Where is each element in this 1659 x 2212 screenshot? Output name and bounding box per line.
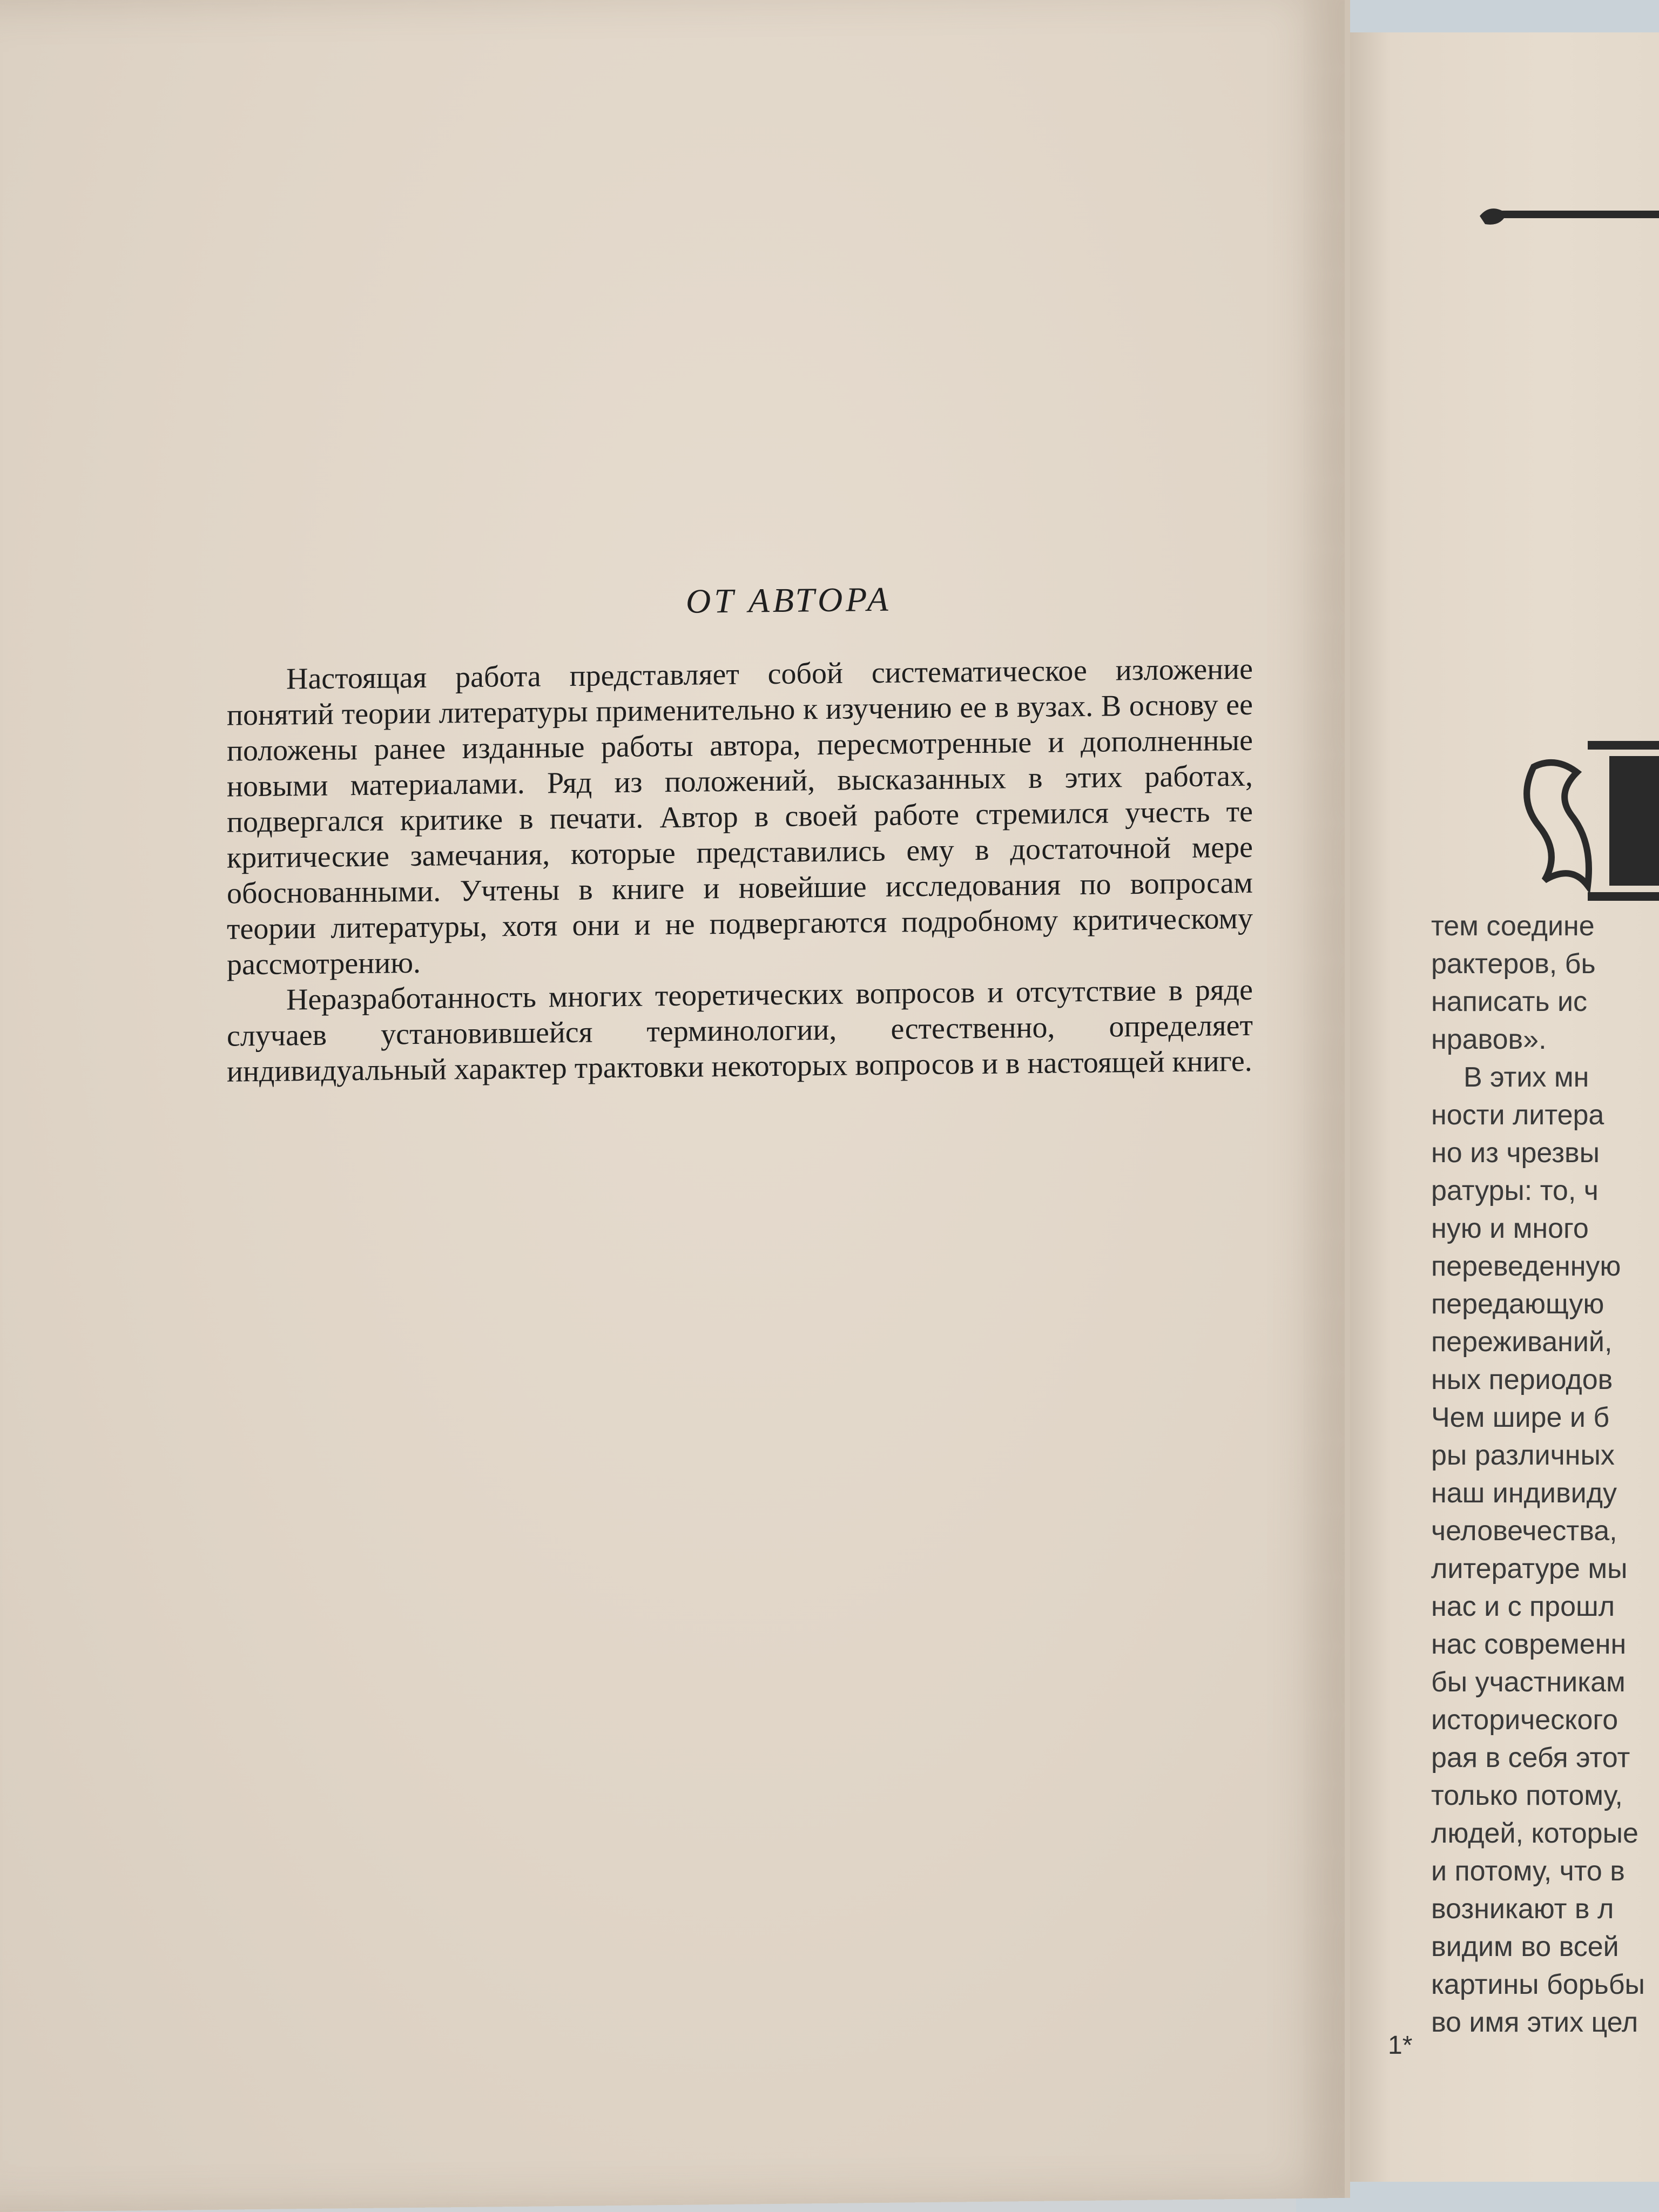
text-line: видим во всей	[1431, 1931, 1619, 1963]
text-line: исторического	[1431, 1704, 1618, 1736]
text-line: рактеров, бь	[1431, 948, 1596, 980]
text-line: ратуры: то, ч	[1431, 1175, 1599, 1206]
text-line: В этих мн	[1464, 1062, 1589, 1093]
text-line: тем соедине	[1431, 911, 1595, 942]
text-line: во имя этих цел	[1431, 2007, 1638, 2038]
text-line: литературе мы	[1431, 1553, 1628, 1584]
text-line: ную и много	[1431, 1213, 1589, 1244]
text-line: ры различных	[1431, 1440, 1615, 1471]
text-line: ных периодов	[1431, 1364, 1613, 1395]
text-line: ности литера	[1431, 1100, 1604, 1131]
page-number: 1*	[1388, 2031, 1413, 2060]
text-line: бы участникам	[1431, 1667, 1626, 1698]
text-line: людей, которые	[1431, 1818, 1638, 1849]
text-line: и потому, что в	[1431, 1856, 1625, 1887]
text-line: нас современн	[1431, 1629, 1627, 1660]
text-line: передающую	[1431, 1289, 1604, 1320]
decorative-initial-icon	[1512, 734, 1659, 907]
text-line: переведенную	[1431, 1251, 1621, 1282]
text-line: нас и с прошл	[1431, 1591, 1615, 1622]
text-line: только потому,	[1431, 1780, 1623, 1811]
ornament-headpiece-icon	[1474, 194, 1659, 238]
text-line: написать ис	[1431, 986, 1588, 1017]
text-line: но из чрезвы	[1431, 1137, 1600, 1169]
text-line: рая в себя этот	[1431, 1742, 1630, 1773]
right-book-page	[1350, 32, 1659, 2182]
text-line: Чем шире и б	[1431, 1402, 1610, 1433]
author-preface-text	[227, 651, 1253, 1090]
right-page-text	[1431, 907, 1659, 2041]
text-line: человечества,	[1431, 1515, 1617, 1547]
text-line: возникают в л	[1431, 1893, 1614, 1925]
paragraph-2: Неразработанность многих теоретических вопросов и отсутствие в ряде случаев установившейся терминологии, естественно, определяет индивидуальный характер трактовки некоторых вопросов и в настоящей книге.	[227, 973, 1253, 1089]
text-line: картины борьбы	[1431, 1969, 1645, 2000]
text-line: нравов».	[1431, 1024, 1547, 1055]
section-heading: ОТ АВТОРА	[686, 579, 892, 621]
paragraph-1: Настоящая работа представляет собой систематическое изложение понятий теории литературы применительно к изучению ее в вузах. В основу ее положены ранее изданные работы автора, пересмотренные и дополненные новыми материалами. Ряд из положений, высказанных в этих работах, подвергался критике в печати. Автор в своей работе стремился учесть те критические замечания, которые представились ему в достаточной мере обоснованными. Учтены в книге и новейшие исследования по вопросам теории литературы, хотя они и не подвергаются подробному критическому рассмотрению.	[227, 652, 1253, 982]
text-line: переживаний,	[1431, 1326, 1613, 1358]
text-line: наш индивиду	[1431, 1478, 1617, 1509]
